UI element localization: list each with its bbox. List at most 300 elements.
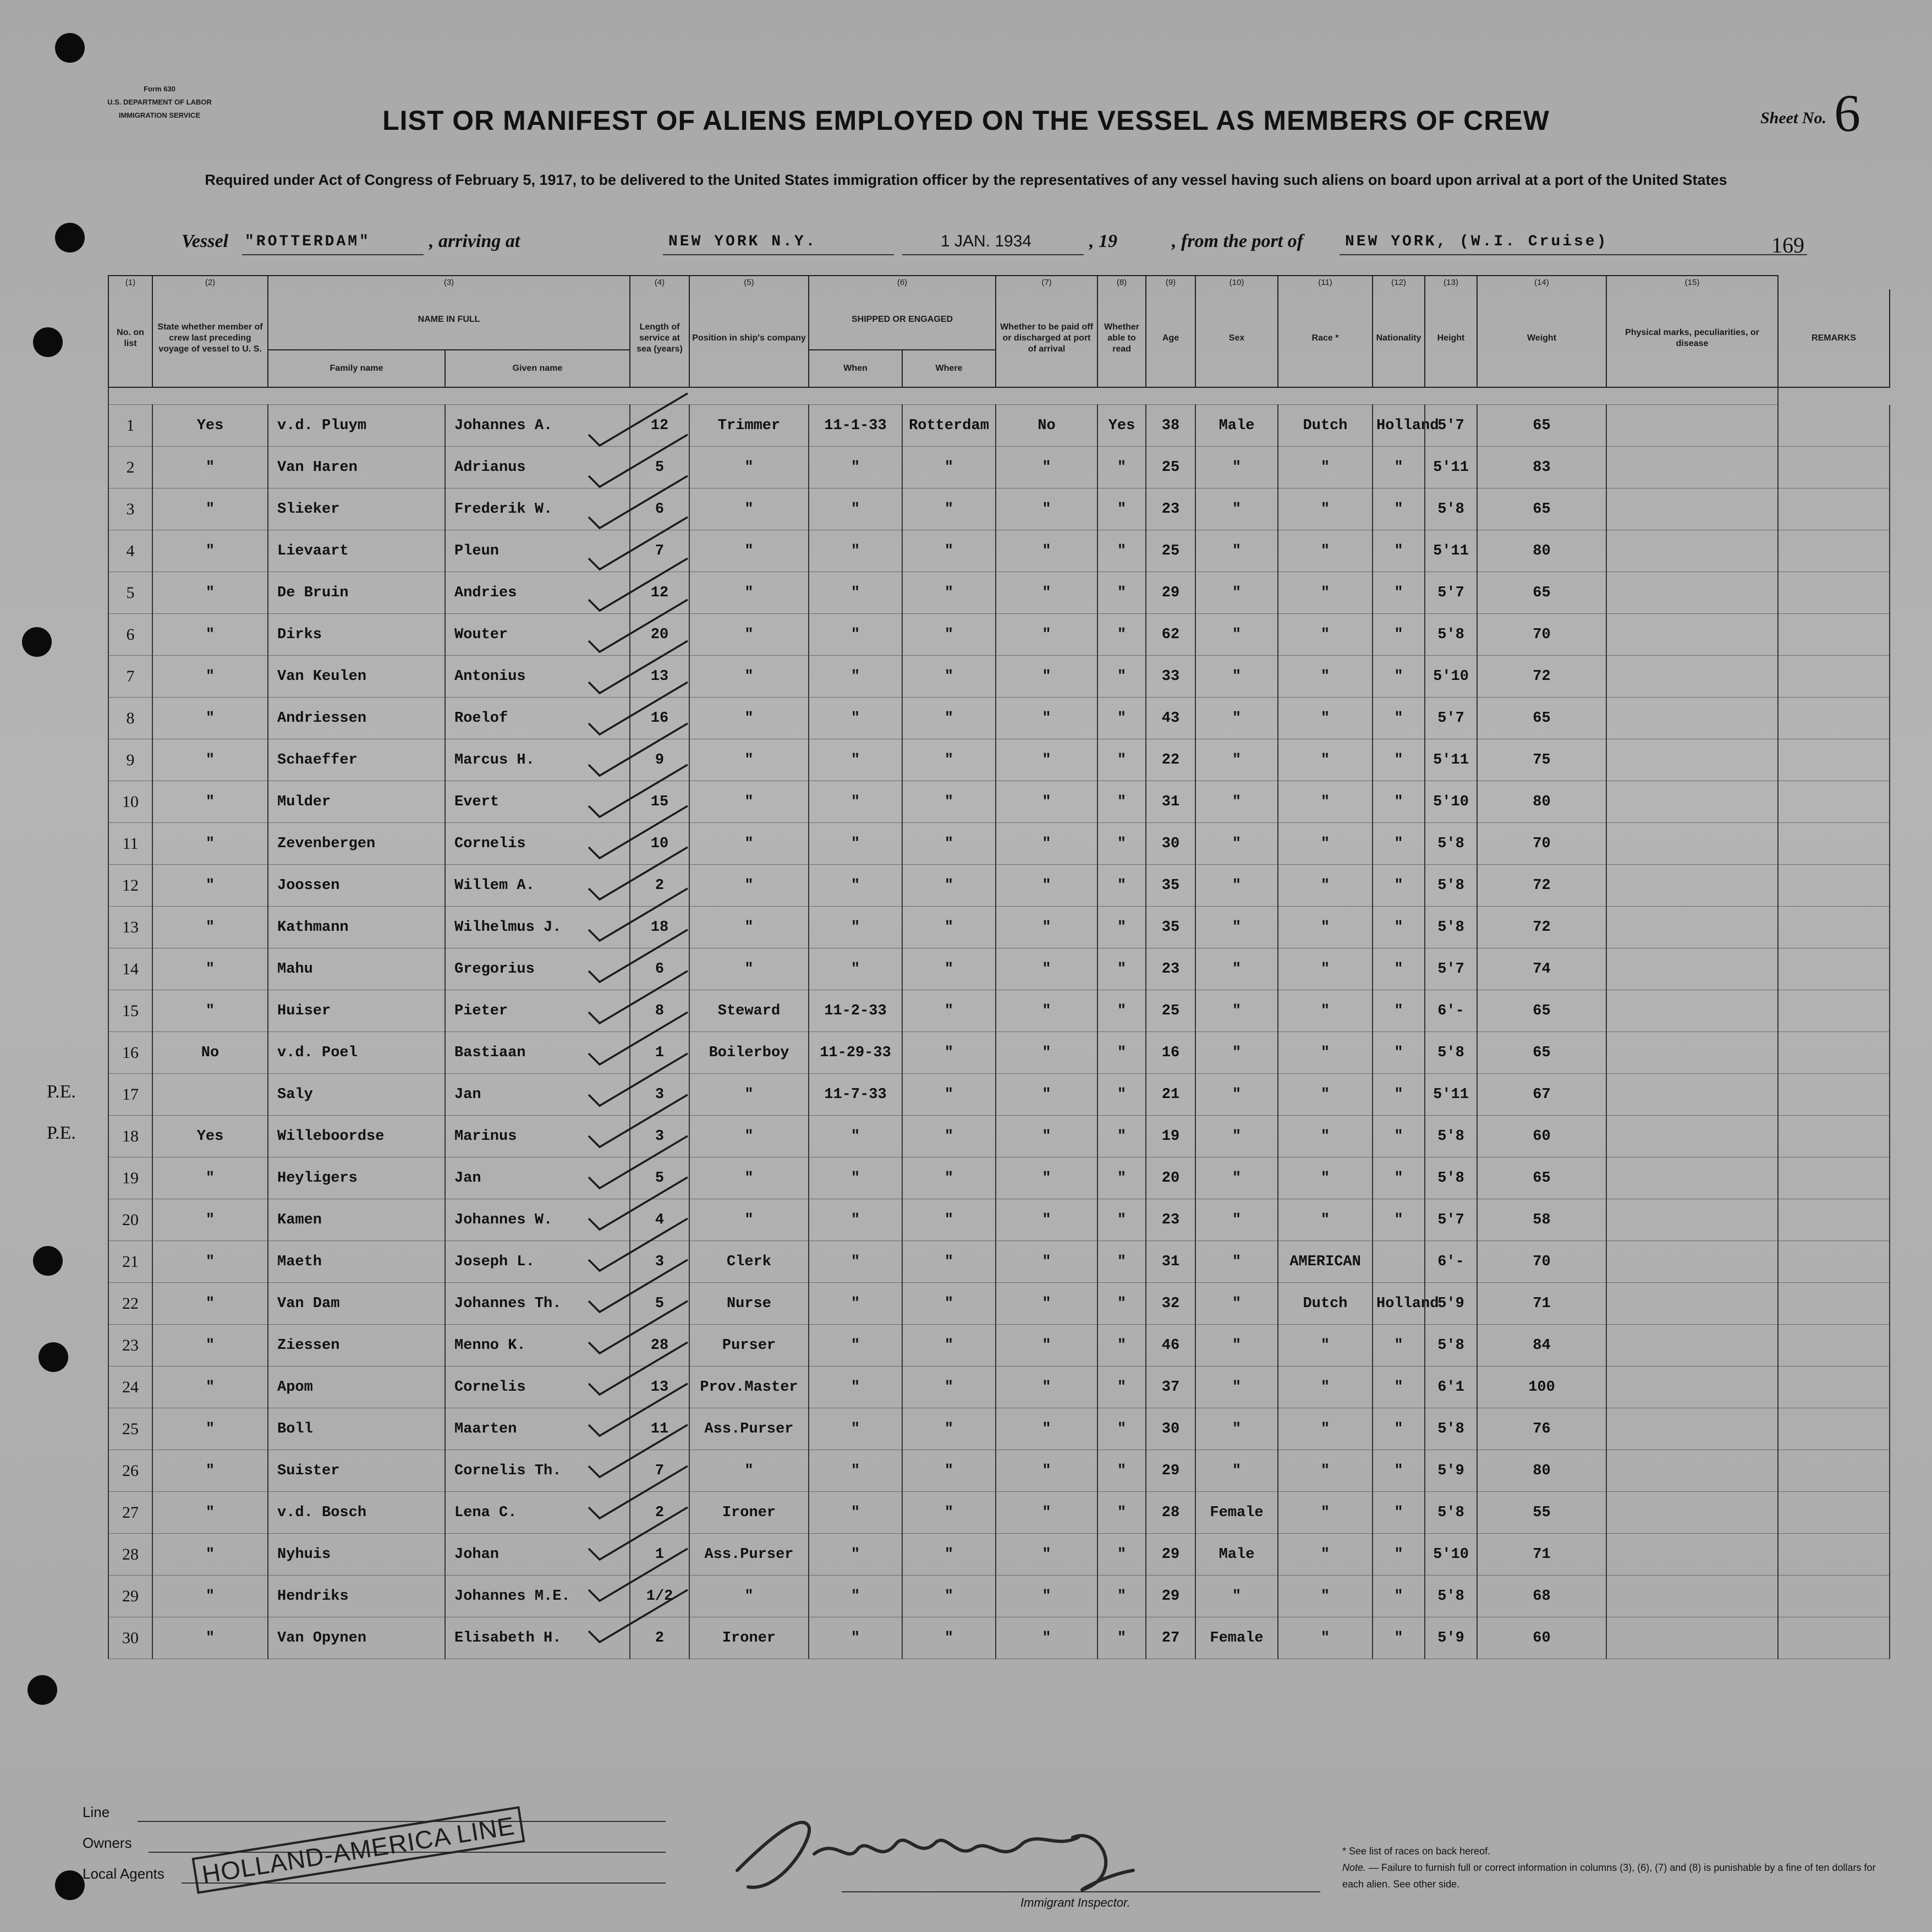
family-name-cell: Nyhuis [268,1534,445,1576]
weight-cell: 68 [1477,1576,1606,1617]
shipped-when-cell: " [809,781,902,823]
physical-marks-cell [1606,1157,1778,1199]
position-cell: " [689,1199,809,1241]
row-number: 11 [108,823,152,865]
able-read-cell: " [1097,1492,1146,1534]
note-label: Note. [1342,1862,1366,1873]
sex-cell: " [1195,1325,1278,1366]
prev-voyage-cell: " [152,614,268,656]
paid-off-cell: " [996,1283,1097,1325]
sex-cell: " [1195,948,1278,990]
remarks-cell [1778,1157,1890,1199]
header-weight: Weight [1477,289,1606,387]
age-cell: 35 [1146,907,1195,948]
service-years-cell: 7 [630,1450,689,1492]
weight-cell: 75 [1477,739,1606,781]
height-cell: 5'10 [1425,656,1477,698]
weight-cell: 65 [1477,1032,1606,1074]
paid-off-cell: " [996,489,1097,530]
prev-voyage-cell: " [152,1157,268,1199]
nationality-cell: " [1373,1157,1425,1199]
physical-marks-cell [1606,1199,1778,1241]
col-num-3: (3) [268,276,630,289]
page-title: LIST OR MANIFEST OF ALIENS EMPLOYED ON THE VESSEL AS MEMBERS OF CREW [382,105,1550,136]
weight-cell: 65 [1477,1157,1606,1199]
family-name-cell: Lievaart [268,530,445,572]
col-num-8: (8) [1097,276,1146,289]
table-row [108,1199,1890,1241]
family-name-cell: Van Opynen [268,1617,445,1659]
weight-cell: 70 [1477,614,1606,656]
sex-cell: " [1195,572,1278,614]
table-row [108,447,1890,489]
family-name-cell: Maeth [268,1241,445,1283]
remarks-cell [1778,1366,1890,1408]
race-cell: " [1278,530,1373,572]
given-name-cell: Marcus H. [445,739,630,781]
service-years-cell: 15 [630,781,689,823]
height-cell: 6'- [1425,1241,1477,1283]
row-number: 27 [108,1492,152,1534]
prev-voyage-cell: " [152,1366,268,1408]
prev-voyage-cell: Yes [152,1116,268,1157]
remarks-cell [1778,1492,1890,1534]
race-cell: " [1278,698,1373,739]
department-name: U.S. DEPARTMENT OF LABOR [107,98,212,106]
able-read-cell: " [1097,1199,1146,1241]
shipped-when-cell: " [809,1241,902,1283]
able-read-cell: " [1097,990,1146,1032]
height-cell: 5'10 [1425,1534,1477,1576]
height-cell: 5'9 [1425,1283,1477,1325]
physical-marks-cell [1606,781,1778,823]
race-cell: " [1278,907,1373,948]
family-name-cell: Saly [268,1074,445,1116]
weight-cell: 71 [1477,1534,1606,1576]
col-num-11: (11) [1278,276,1373,289]
height-cell: 5'8 [1425,1576,1477,1617]
shipped-when-cell: " [809,1408,902,1450]
prev-voyage-cell: " [152,1617,268,1659]
from-port-label: , from the port of [1172,231,1303,251]
weight-cell: 76 [1477,1408,1606,1450]
race-cell: " [1278,1032,1373,1074]
given-name-cell: Marinus [445,1116,630,1157]
sex-cell: " [1195,1241,1278,1283]
height-cell: 5'8 [1425,1157,1477,1199]
punch-hole [55,223,85,253]
header-when: When [809,350,902,387]
table-row [108,907,1890,948]
table-row [108,865,1890,907]
shipped-when-cell: " [809,1325,902,1366]
shipped-when-cell: " [809,1366,902,1408]
remarks-cell [1778,405,1890,447]
row-number: 25 [108,1408,152,1450]
remarks-cell [1778,907,1890,948]
service-years-cell: 28 [630,1325,689,1366]
position-cell: " [689,823,809,865]
service-years-cell: 5 [630,1157,689,1199]
prev-voyage-cell: " [152,447,268,489]
row-number: 24 [108,1366,152,1408]
given-name-cell: Johannes M.E. [445,1576,630,1617]
family-name-cell: Van Haren [268,447,445,489]
able-read-cell: " [1097,1408,1146,1450]
shipped-where-cell: " [902,656,996,698]
table-row [108,489,1890,530]
physical-marks-cell [1606,1408,1778,1450]
sex-cell: " [1195,614,1278,656]
sheet-number: 6 [1834,84,1860,142]
shipped-where-cell: " [902,1325,996,1366]
shipped-when-cell: " [809,1116,902,1157]
row-number: 1 [108,405,152,447]
physical-marks-cell [1606,530,1778,572]
family-name-cell: Van Dam [268,1283,445,1325]
table-row [108,1325,1890,1366]
shipped-where-cell: " [902,698,996,739]
age-cell: 29 [1146,1534,1195,1576]
service-years-cell: 5 [630,1283,689,1325]
paid-off-cell: " [996,1617,1097,1659]
able-read-cell: " [1097,614,1146,656]
sex-cell: " [1195,907,1278,948]
row-number: 12 [108,865,152,907]
service-years-cell: 13 [630,656,689,698]
family-name-cell: Ziessen [268,1325,445,1366]
shipped-where-cell: " [902,990,996,1032]
shipped-when-cell: " [809,530,902,572]
header-race: Race * [1278,289,1373,387]
form-number: Form 630 [144,85,175,93]
shipped-where-cell: " [902,1408,996,1450]
family-name-cell: Slieker [268,489,445,530]
service-years-cell: 1 [630,1534,689,1576]
height-cell: 5'7 [1425,1199,1477,1241]
family-name-cell: Joossen [268,865,445,907]
table-row [108,739,1890,781]
shipped-where-cell: Rotterdam [902,405,996,447]
able-read-cell: " [1097,1241,1146,1283]
physical-marks-cell [1606,1366,1778,1408]
header-name-in-full: NAME IN FULL [268,289,630,350]
col-num-7: (7) [996,276,1097,289]
remarks-cell [1778,656,1890,698]
position-cell: " [689,572,809,614]
remarks-cell [1778,823,1890,865]
nationality-cell: " [1373,1534,1425,1576]
nationality-cell: " [1373,530,1425,572]
paid-off-cell: " [996,739,1097,781]
race-cell: " [1278,1576,1373,1617]
header-given-name: Given name [445,350,630,387]
age-cell: 35 [1146,865,1195,907]
shipped-where-cell: " [902,614,996,656]
physical-marks-cell [1606,1241,1778,1283]
shipped-when-cell: " [809,1283,902,1325]
physical-marks-cell [1606,1492,1778,1534]
paid-off-cell: " [996,823,1097,865]
paid-off-cell: " [996,907,1097,948]
position-cell: " [689,739,809,781]
crew-manifest-table [108,275,1890,1659]
shipped-when-cell: 11-1-33 [809,405,902,447]
table-row [108,1450,1890,1492]
remarks-cell [1778,698,1890,739]
remarks-cell [1778,530,1890,572]
height-cell: 5'8 [1425,1032,1477,1074]
table-row [108,530,1890,572]
age-cell: 19 [1146,1116,1195,1157]
age-cell: 29 [1146,1450,1195,1492]
service-years-cell: 13 [630,1366,689,1408]
prev-voyage-cell: " [152,489,268,530]
age-cell: 28 [1146,1492,1195,1534]
prev-voyage-cell: " [152,1283,268,1325]
table-row [108,1074,1890,1116]
sex-cell: " [1195,1032,1278,1074]
physical-marks-cell [1606,1325,1778,1366]
remarks-cell [1778,948,1890,990]
service-years-cell: 18 [630,907,689,948]
shipped-where-cell: " [902,1366,996,1408]
weight-cell: 65 [1477,405,1606,447]
race-cell: Dutch [1278,405,1373,447]
physical-marks-cell [1606,1032,1778,1074]
given-name-cell: Gregorius [445,948,630,990]
service-years-cell: 6 [630,489,689,530]
nationality-cell: " [1373,907,1425,948]
position-cell: Nurse [689,1283,809,1325]
nationality-cell: " [1373,865,1425,907]
given-name-cell: Pieter [445,990,630,1032]
nationality-cell: " [1373,1450,1425,1492]
footer-notes [1342,1843,1892,1892]
paid-off-cell: " [996,990,1097,1032]
service-name: IMMIGRATION SERVICE [118,111,201,119]
height-cell: 5'7 [1425,698,1477,739]
able-read-cell: " [1097,948,1146,990]
paid-off-cell: " [996,572,1097,614]
given-name-cell: Pleun [445,530,630,572]
row-number: 16 [108,1032,152,1074]
physical-marks-cell [1606,990,1778,1032]
family-name-cell: v.d. Poel [268,1032,445,1074]
age-cell: 32 [1146,1283,1195,1325]
weight-cell: 84 [1477,1325,1606,1366]
position-cell: " [689,907,809,948]
position-cell: Boilerboy [689,1032,809,1074]
weight-cell: 65 [1477,990,1606,1032]
header-able-read: Whether able to read [1097,289,1146,387]
able-read-cell: " [1097,1534,1146,1576]
row-number: 9 [108,739,152,781]
physical-marks-cell [1606,1534,1778,1576]
sex-cell: " [1195,1366,1278,1408]
nationality-cell: " [1373,781,1425,823]
remarks-cell [1778,1074,1890,1116]
position-cell: Purser [689,1325,809,1366]
age-cell: 25 [1146,447,1195,489]
paid-off-cell: " [996,948,1097,990]
service-years-cell: 1 [630,1032,689,1074]
prev-voyage-cell: " [152,1325,268,1366]
age-cell: 30 [1146,823,1195,865]
given-name-cell: Jan [445,1074,630,1116]
shipped-when-cell: " [809,1534,902,1576]
remarks-cell [1778,1617,1890,1659]
physical-marks-cell [1606,447,1778,489]
race-cell: AMERICAN [1278,1241,1373,1283]
paid-off-cell: " [996,1116,1097,1157]
weight-cell: 83 [1477,447,1606,489]
weight-cell: 72 [1477,656,1606,698]
paid-off-cell: " [996,1032,1097,1074]
able-read-cell: " [1097,489,1146,530]
position-cell: Clerk [689,1241,809,1283]
age-cell: 31 [1146,1241,1195,1283]
service-years-cell: 8 [630,990,689,1032]
age-cell: 37 [1146,1366,1195,1408]
position-cell: " [689,530,809,572]
position-cell: " [689,1576,809,1617]
position-cell: Ass.Purser [689,1408,809,1450]
shipped-when-cell: " [809,865,902,907]
nationality-cell: " [1373,614,1425,656]
local-agents-label: Local Agents [83,1865,164,1882]
shipped-where-cell: " [902,907,996,948]
able-read-cell: Yes [1097,405,1146,447]
position-cell: " [689,865,809,907]
shipped-when-cell: " [809,1617,902,1659]
remarks-cell [1778,489,1890,530]
margin-note-row16: P.E. [47,1082,76,1102]
shipped-where-cell: " [902,1074,996,1116]
race-cell: " [1278,1408,1373,1450]
nationality-cell: " [1373,1492,1425,1534]
owners-label: Owners [83,1835,132,1851]
remarks-cell [1778,990,1890,1032]
age-cell: 16 [1146,1032,1195,1074]
sex-cell: " [1195,739,1278,781]
header-prev-voyage: State whether member of crew last preceding voyage of vessel to U. S. [152,289,268,387]
shipped-when-cell: " [809,948,902,990]
shipped-when-cell: " [809,1157,902,1199]
row-number: 22 [108,1283,152,1325]
paid-off-cell: " [996,614,1097,656]
col-num-6: (6) [809,276,996,289]
family-name-cell: Mahu [268,948,445,990]
row-number: 3 [108,489,152,530]
height-cell: 5'8 [1425,1325,1477,1366]
col-num-4: (4) [630,276,689,289]
sex-cell: Male [1195,1534,1278,1576]
shipped-when-cell: " [809,614,902,656]
given-name-cell: Johannes A. [445,405,630,447]
physical-marks-cell [1606,1576,1778,1617]
sex-cell: " [1195,1199,1278,1241]
header-no-on-list: No. on list [108,289,152,387]
sex-cell: " [1195,990,1278,1032]
page-subtitle: Required under Act of Congress of February 5, 1917, to be delivered to the United States immigration officer by the representatives of any vessel having such aliens on board upon arrival at a port of the United States [205,172,1727,188]
age-cell: 20 [1146,1157,1195,1199]
service-years-cell: 4 [630,1199,689,1241]
able-read-cell: " [1097,1576,1146,1617]
sex-cell: " [1195,1450,1278,1492]
prev-voyage-cell: " [152,1576,268,1617]
given-name-cell: Johan [445,1534,630,1576]
able-read-cell: " [1097,447,1146,489]
nationality-cell: " [1373,739,1425,781]
given-name-cell: Frederik W. [445,489,630,530]
table-row [108,1366,1890,1408]
race-cell: " [1278,1492,1373,1534]
paid-off-cell: " [996,1241,1097,1283]
service-years-cell: 12 [630,572,689,614]
shipped-when-cell: " [809,907,902,948]
sex-cell: Male [1195,405,1278,447]
table-row [108,1283,1890,1325]
height-cell: 5'11 [1425,530,1477,572]
shipped-where-cell: " [902,1576,996,1617]
sex-cell: " [1195,447,1278,489]
service-years-cell: 20 [630,614,689,656]
shipped-where-cell: " [902,739,996,781]
arrival-port: NEW YORK N.Y. [668,233,817,250]
age-cell: 43 [1146,698,1195,739]
arrival-date-stamp: 1 JAN. 1934 [941,232,1032,250]
remarks-cell [1778,1032,1890,1074]
punch-hole [55,1870,85,1900]
sex-cell: " [1195,1074,1278,1116]
row-number: 30 [108,1617,152,1659]
remarks-cell [1778,1241,1890,1283]
weight-cell: 70 [1477,823,1606,865]
remarks-cell [1778,447,1890,489]
row-number: 8 [108,698,152,739]
table-row [108,990,1890,1032]
table-row [108,1241,1890,1283]
line-label: Line [83,1804,110,1820]
paid-off-cell: " [996,656,1097,698]
paid-off-cell: " [996,1492,1097,1534]
physical-marks-cell [1606,739,1778,781]
sex-cell: " [1195,865,1278,907]
able-read-cell: " [1097,781,1146,823]
position-cell: " [689,447,809,489]
family-name-cell: Schaeffer [268,739,445,781]
prev-voyage-cell: " [152,698,268,739]
age-cell: 31 [1146,781,1195,823]
shipped-when-cell: " [809,698,902,739]
from-port: NEW YORK, (W.I. Cruise) [1345,233,1609,250]
row-number: 23 [108,1325,152,1366]
prev-voyage-cell: " [152,1450,268,1492]
header-nationality: Nationality [1373,289,1425,387]
race-cell: " [1278,739,1373,781]
given-name-cell: Willem A. [445,865,630,907]
shipped-where-cell: " [902,1283,996,1325]
table-row [108,1617,1890,1659]
race-cell: " [1278,781,1373,823]
age-cell: 25 [1146,990,1195,1032]
paid-off-cell: " [996,698,1097,739]
race-cell: " [1278,990,1373,1032]
header-physical-marks: Physical marks, peculiarities, or disease [1606,289,1778,387]
inspector-signature [715,1804,1210,1903]
paid-off-cell: " [996,865,1097,907]
